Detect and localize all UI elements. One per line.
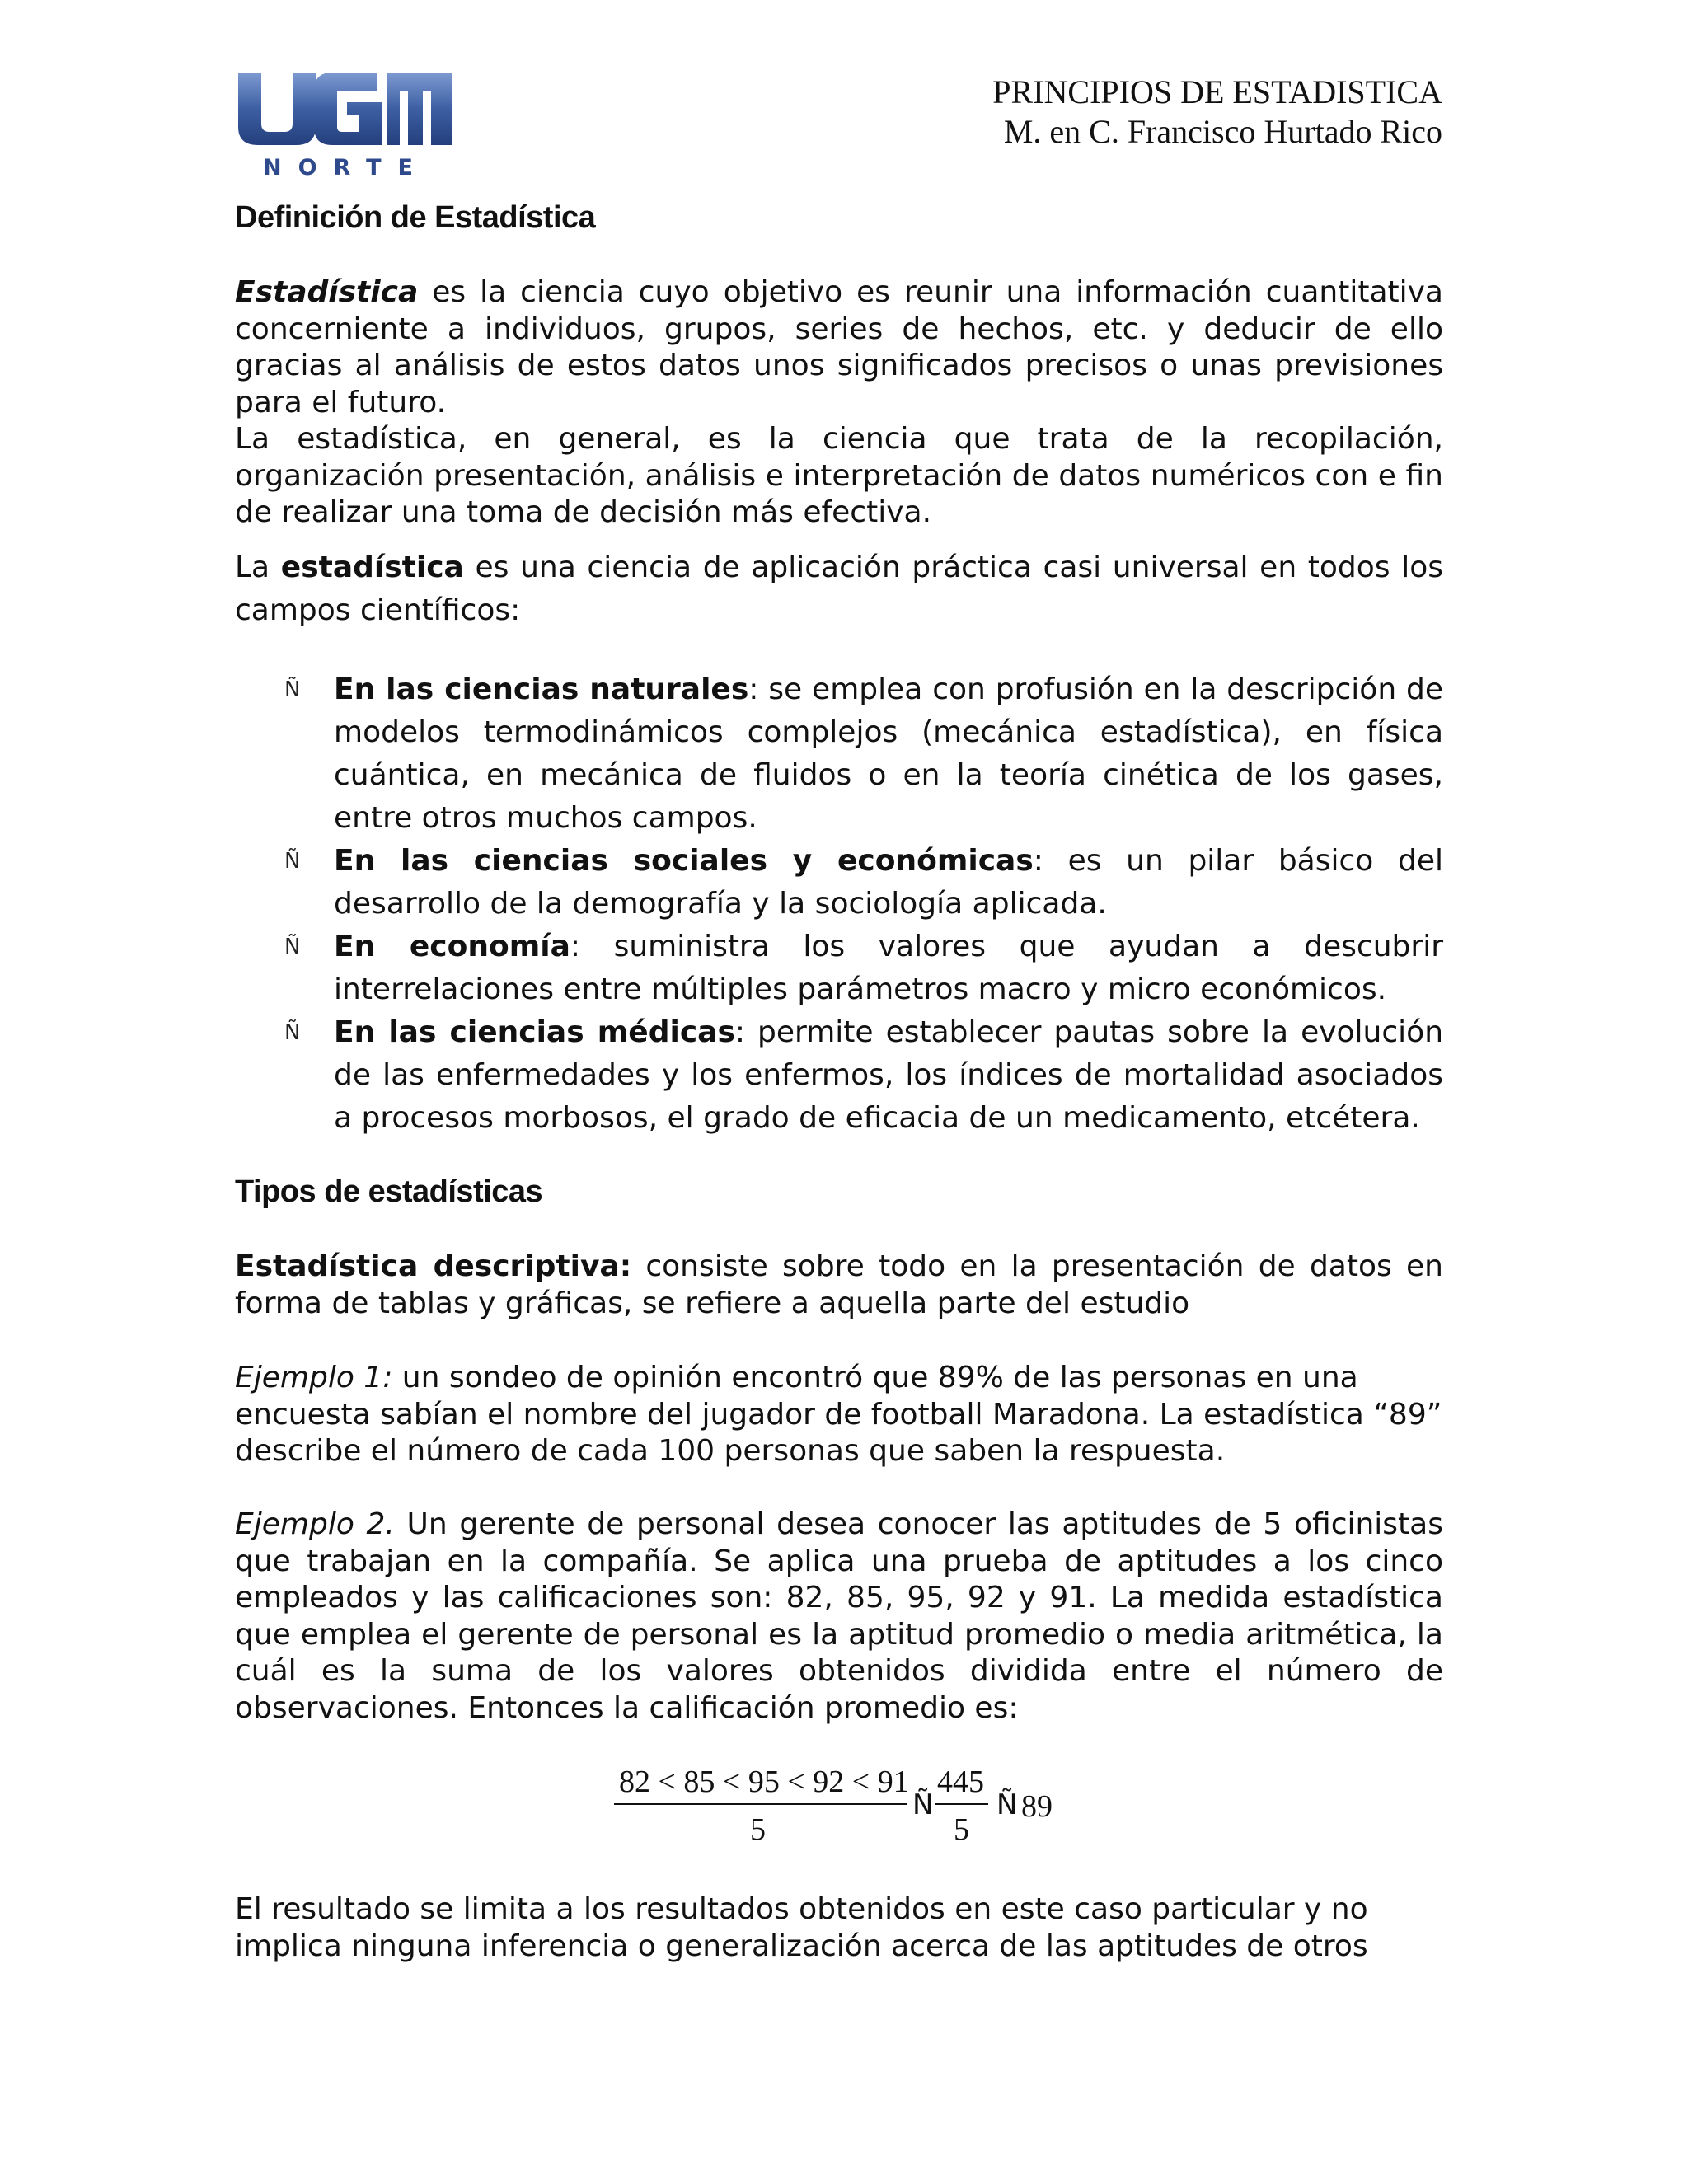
paragraph-1-text: es la ciencia cuyo objetivo es reunir una información cuantitativa concerniente a individuos, grupos, series de hechos, etc. y deducir de ello gracias al análisis de estos datos unos significados precisos o unas previsiones para el futuro. [235, 275, 1443, 419]
bullet-term: En las ciencias naturales [334, 673, 749, 706]
bullet-mark: Ñ [284, 677, 301, 702]
formula-numerator-2: 445 [937, 1765, 984, 1799]
example-1-text: un sondeo de opinión encontró que 89% de las personas en una encuesta sabían el nombre del jugador de football Maradona. La estadística “89” describe el número de cada 100 personas que saben la respuesta. [235, 1361, 1442, 1468]
formula-equals-1: Ñ [912, 1788, 934, 1821]
ugm-norte-logo [235, 64, 457, 180]
bullet-mark: Ñ [284, 1020, 301, 1045]
paragraph-3 [235, 546, 1443, 632]
logo-subtext: NORTE [263, 155, 429, 180]
paragraph-1 [235, 274, 1443, 421]
fields-bullet-list [235, 668, 1443, 1140]
example-2-paragraph [235, 1507, 1443, 1727]
author-name: M. en C. Francisco Hurtado Rico [1003, 113, 1442, 150]
mean-formula [614, 1764, 1076, 1854]
formula-equals-2: Ñ [996, 1788, 1018, 1821]
list-item [235, 1011, 1443, 1140]
example-1-label: Ejemplo 1: [235, 1361, 393, 1394]
formula-denominator: 5 [750, 1812, 766, 1847]
paragraph-2: La estadística, en general, es la ciencia que trata de la recopilación, organización presentación, análisis e interpretación de datos numéricos con e fin de realizar una toma de decisión más efectiva. [235, 422, 1443, 529]
formula-denominator-2: 5 [954, 1812, 969, 1847]
bullet-text: : es un pilar básico del desarrollo de la demografía y la sociología aplicada. [334, 844, 1443, 921]
example-1-paragraph [235, 1360, 1443, 1470]
bullet-term: En las ciencias sociales y económicas [334, 844, 1034, 878]
section-title-tipos: Tipos de estadísticas [235, 1174, 543, 1209]
section-title-definicion: Definición de Estadística [235, 200, 596, 235]
term-estadistica-bold: estadística [280, 551, 464, 584]
fraction-bar-2 [935, 1803, 988, 1805]
bullet-mark: Ñ [284, 849, 301, 874]
fraction-bar [614, 1803, 907, 1805]
descriptive-text: consiste sobre todo en la presentación de datos en forma de tablas y gráficas, se refiere a aquella parte del estudio [235, 1249, 1443, 1320]
bullet-text: : suministra los valores que ayudan a descubrir interrelaciones entre múltiples parámetros macro y micro económicos. [334, 930, 1443, 1006]
document-header [992, 73, 1442, 152]
term-estadistica: Estadística [235, 275, 419, 309]
closing-text: El resultado se limita a los resultados obtenidos en este caso particular y no implica ninguna inferencia o generalización acerca de las aptitudes de otros [235, 1892, 1368, 1963]
bullet-mark: Ñ [284, 935, 301, 959]
formula-numerator: 82 < 85 < 95 < 92 < 91 [619, 1765, 909, 1799]
list-item [235, 840, 1443, 926]
term-descriptiva: Estadística descriptiva: [235, 1249, 632, 1283]
course-title: PRINCIPIOS DE ESTADISTICA [992, 73, 1442, 110]
bullet-term: En economía [334, 930, 570, 963]
bullet-text: : permite establecer pautas sobre la evolución de las enfermedades y los enfermos, los índices de mortalidad asociados a procesos morbosos, el grado de eficacia de un medicamento, etcétera. [334, 1015, 1444, 1135]
list-item [235, 668, 1443, 840]
paragraph-3-text: es una ciencia de aplicación práctica casi universal en todos los campos científicos: [235, 551, 1444, 627]
example-2-label: Ejemplo 2. [235, 1507, 395, 1541]
list-item [235, 926, 1443, 1011]
descriptive-paragraph [235, 1249, 1443, 1322]
formula-result: 89 [1021, 1789, 1053, 1824]
bullet-term: En las ciencias médicas [334, 1015, 735, 1049]
definition-paragraph [235, 274, 1443, 532]
example-2-text: Un gerente de personal desea conocer las aptitudes de 5 oficinistas que trabajan en la compañía. Se aplica una prueba de aptitudes a los cinco empleados y las calificaciones son: 82, 85, 95, 92 y 91. La medida estadística que emplea el gerente de personal es la aptitud promedio o media aritmética, la cuál es la suma de los valores obtenidos dividida entre el número de observaciones. Entonces la calificación promedio es: [235, 1507, 1443, 1725]
paragraph-3-pre: La [235, 551, 281, 584]
bullet-text: : se emplea con profusión en la descripción de modelos termodinámicos complejos (mecánica estadística), en física cuántica, en mecánica de fluidos o en la teoría cinética de los gases, entre otros muchos campos. [334, 673, 1444, 835]
closing-paragraph [235, 1891, 1443, 1965]
